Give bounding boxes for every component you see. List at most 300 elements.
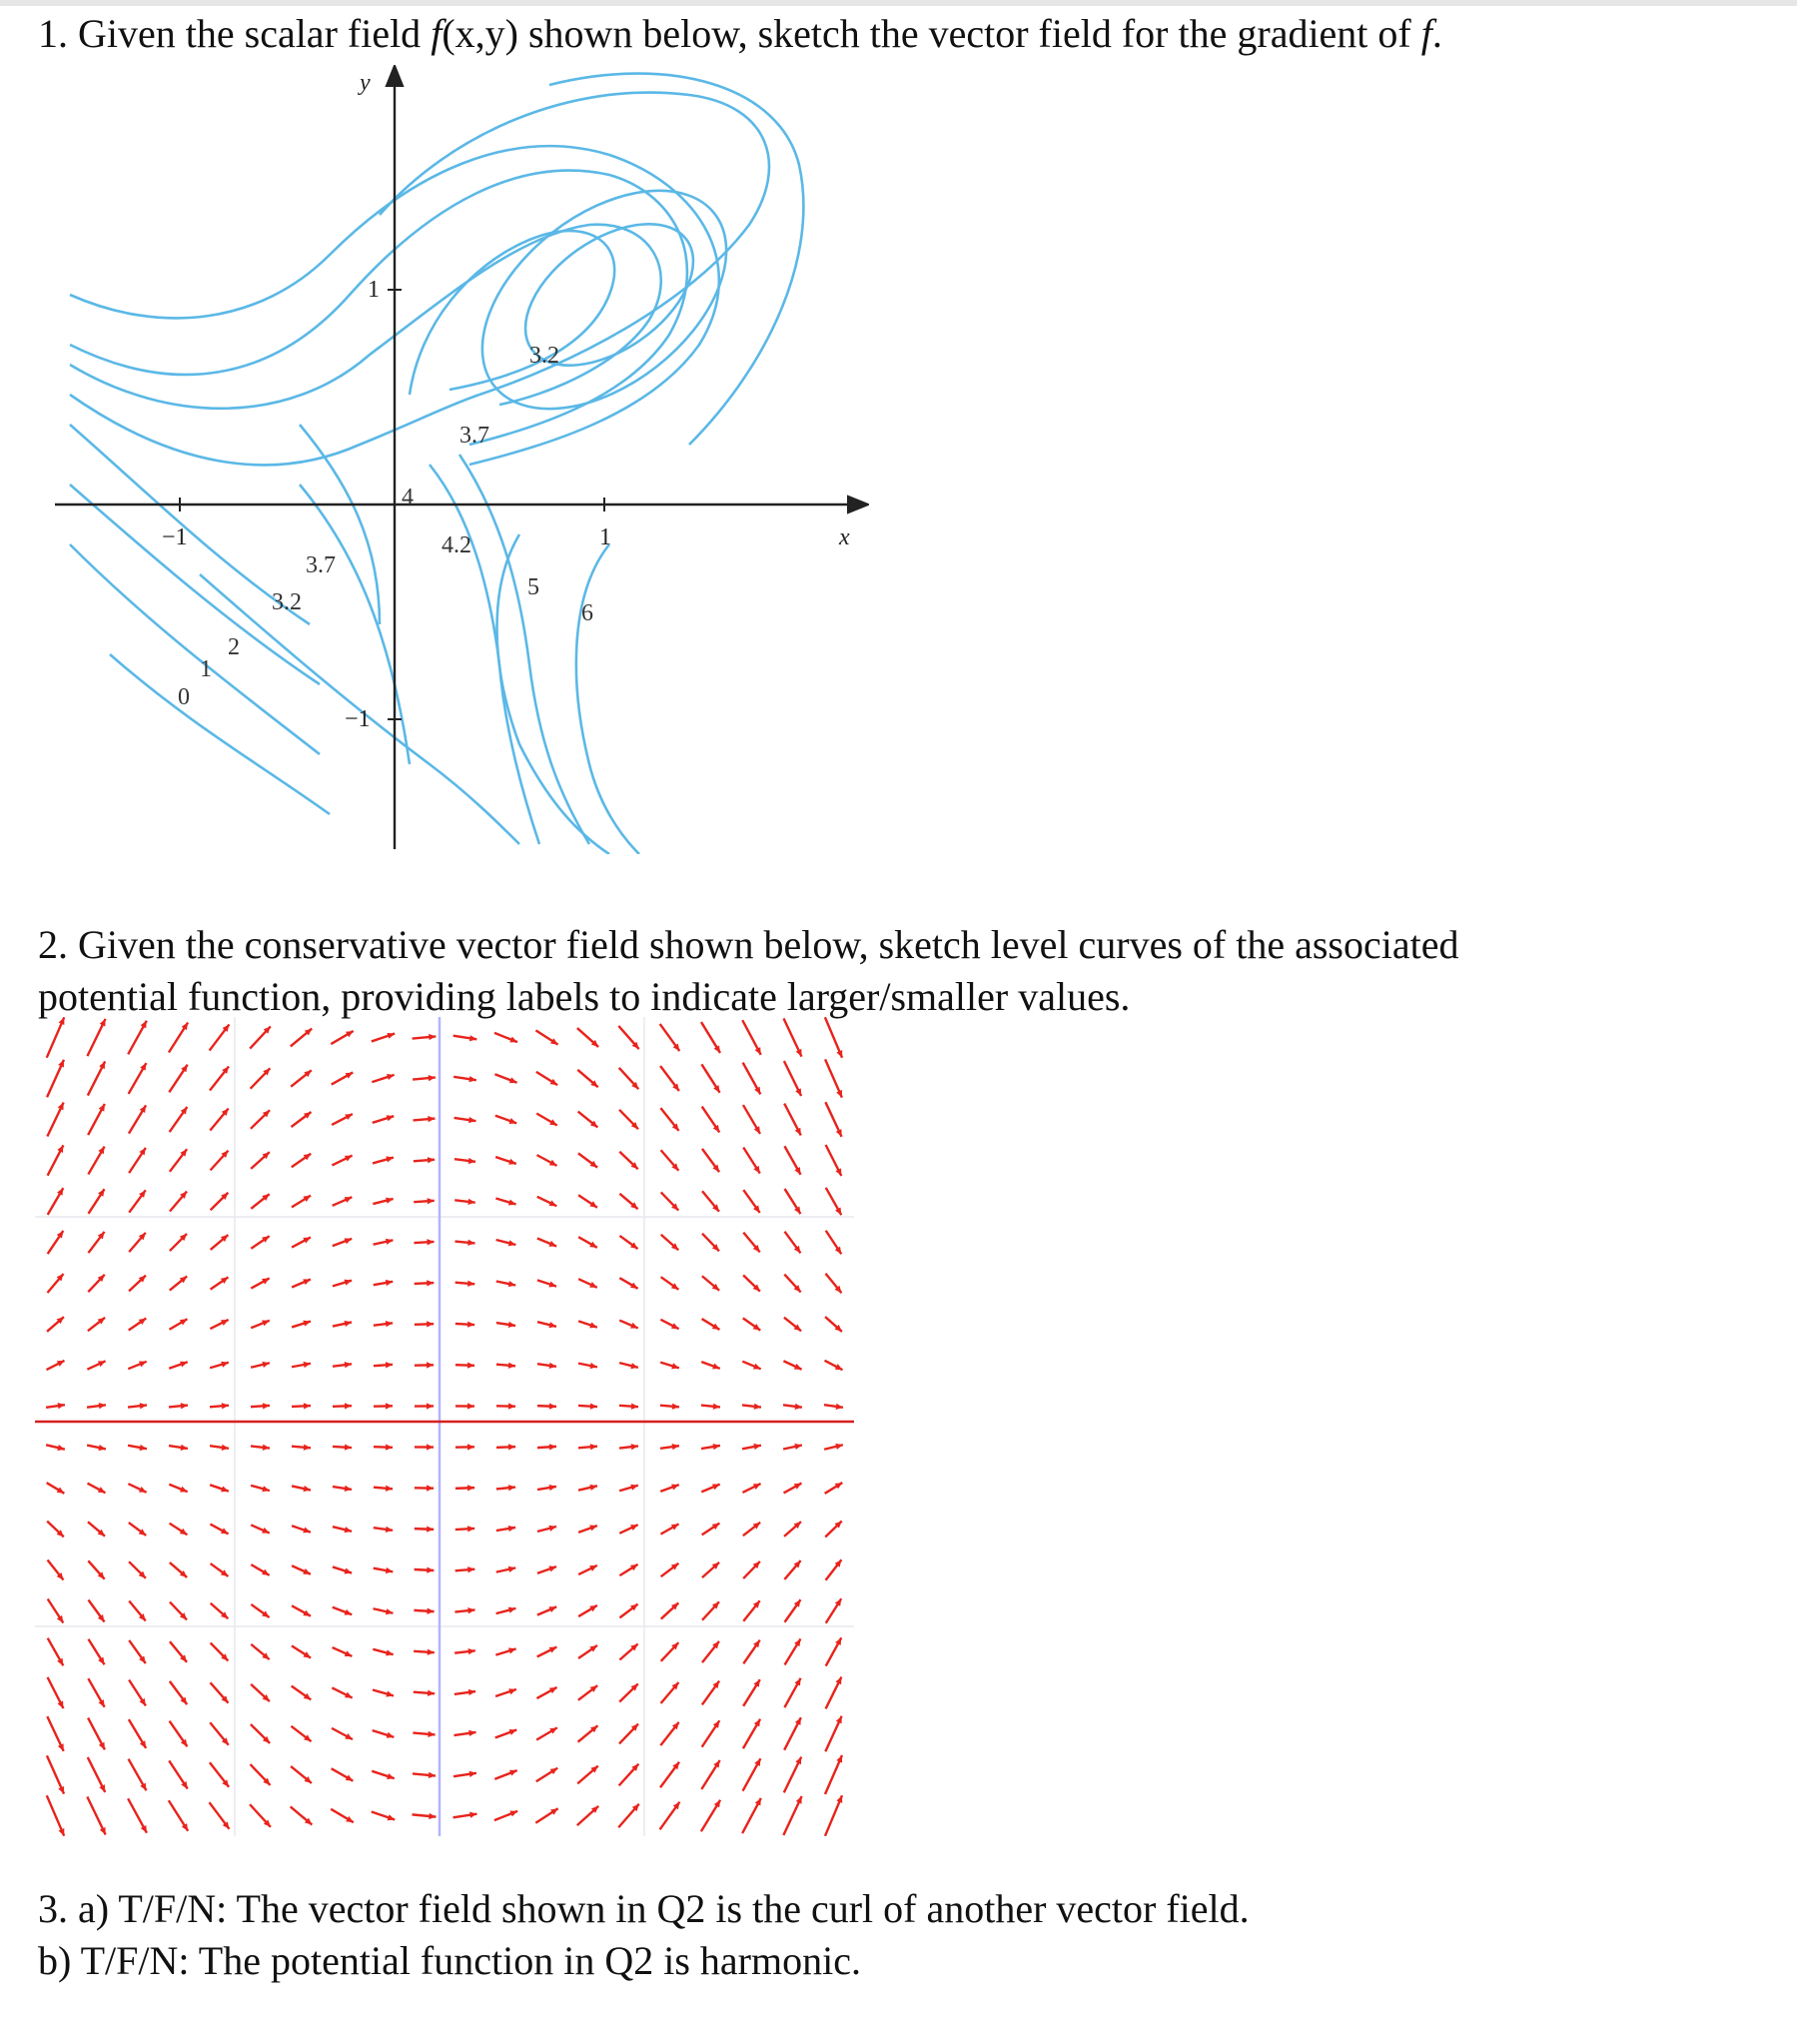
field-arrow [661, 1235, 679, 1250]
field-arrow [251, 1486, 270, 1492]
field-arrow [48, 1559, 64, 1579]
field-arrow [292, 1686, 312, 1700]
field-arrow [292, 1321, 311, 1328]
field-arrow [170, 1721, 188, 1747]
field-arrow [578, 1195, 597, 1208]
field-arrow [495, 1729, 517, 1737]
field-arrow [374, 1486, 393, 1492]
field-arrow [578, 1321, 597, 1328]
field-arrow [251, 1362, 270, 1368]
field-arrow [495, 1157, 516, 1165]
field-arrow [414, 1608, 434, 1614]
field-arrow [332, 1114, 353, 1125]
level-label: 3.7 [459, 423, 489, 449]
level-label: 4.2 [442, 532, 471, 558]
level-curve [459, 455, 589, 844]
field-arrow [333, 1280, 352, 1287]
field-arrow [47, 1522, 64, 1537]
field-arrow [578, 1645, 597, 1658]
field-arrow [374, 1239, 394, 1245]
field-arrow [332, 1728, 353, 1739]
field-arrow [826, 1598, 842, 1622]
field-arrow [48, 1145, 64, 1175]
field-arrow [87, 1445, 106, 1451]
field-arrow [453, 1035, 477, 1041]
field-arrow [496, 1607, 516, 1614]
field-arrow [292, 1154, 311, 1167]
field-arrow [292, 1279, 311, 1287]
field-arrow [292, 1112, 312, 1127]
field-arrow [292, 1486, 311, 1492]
field-arrow [88, 1599, 104, 1621]
field-arrow [743, 1600, 759, 1620]
field-arrow [251, 1564, 269, 1575]
field-arrow [88, 1718, 105, 1750]
field-arrow [825, 1017, 842, 1058]
field-arrow [414, 1116, 436, 1122]
field-arrow [784, 1061, 801, 1096]
field-arrow [619, 1444, 638, 1450]
field-arrow [660, 1485, 679, 1492]
field-arrow [291, 1029, 312, 1047]
field-arrow [578, 1153, 597, 1167]
field-arrow [292, 1196, 311, 1208]
field-arrow [619, 1194, 637, 1209]
field-arrow [374, 1444, 393, 1450]
field-arrow [413, 1813, 437, 1819]
field-arrow [743, 1719, 760, 1749]
field-arrow [46, 1361, 64, 1370]
field-arrow [825, 1059, 842, 1097]
field-arrow [660, 1404, 679, 1410]
field-arrow [454, 1648, 475, 1654]
field-arrow [537, 1565, 556, 1572]
field-arrow [578, 1526, 597, 1533]
field-arrow [251, 1110, 270, 1129]
field-arrow [455, 1566, 475, 1572]
y-tick-neg1: −1 [345, 706, 371, 732]
field-arrow [333, 1238, 352, 1246]
field-arrow [47, 1274, 63, 1293]
level-label: 3.7 [306, 552, 336, 578]
field-arrow [47, 1483, 65, 1494]
field-arrow [619, 1724, 638, 1744]
level-curve [549, 74, 803, 445]
field-arrow [415, 1321, 434, 1327]
field-arrow [660, 1024, 680, 1051]
field-arrow [701, 1362, 720, 1369]
field-arrow [660, 1524, 678, 1533]
field-arrow [251, 1684, 270, 1701]
field-arrow [88, 1757, 105, 1792]
q2-line1: 2. Given the conservative vector field shown below, sketch level curves of the associated [38, 922, 1459, 967]
field-arrow [292, 1445, 311, 1451]
field-arrow [331, 1031, 353, 1044]
field-arrow [251, 1644, 269, 1659]
field-arrow [743, 1233, 759, 1253]
field-arrow [251, 1403, 270, 1409]
field-arrow [210, 1320, 228, 1329]
field-arrow [454, 1117, 476, 1123]
field-arrow [825, 1483, 843, 1494]
field-arrow [210, 1024, 230, 1050]
field-arrow [784, 1484, 802, 1494]
field-arrow [373, 1730, 395, 1738]
field-arrow [577, 1766, 598, 1784]
field-arrow [373, 1649, 393, 1656]
field-arrow [826, 1188, 841, 1215]
field-arrow [455, 1526, 474, 1532]
level-curve [70, 485, 320, 684]
field-arrow [87, 1019, 105, 1056]
field-arrow [87, 1361, 105, 1369]
field-arrow [373, 1115, 395, 1123]
field-arrow [702, 1641, 719, 1662]
field-arrow [251, 1152, 270, 1169]
field-arrow [825, 1317, 842, 1332]
field-arrow [785, 1599, 801, 1622]
field-arrow [619, 1644, 637, 1660]
field-arrow [210, 1109, 228, 1131]
level-label: 0 [178, 684, 190, 710]
field-arrow [129, 1190, 146, 1212]
field-arrow [702, 1720, 720, 1746]
field-arrow [251, 1525, 270, 1533]
field-arrow [210, 1525, 228, 1534]
field-arrow [170, 1276, 187, 1290]
field-arrow [578, 1725, 598, 1741]
field-arrow [415, 1485, 434, 1491]
field-arrow [210, 1445, 229, 1451]
field-arrow [494, 1770, 516, 1779]
field-arrow [455, 1240, 475, 1246]
grid [35, 1017, 854, 1836]
field-arrow [210, 1485, 229, 1492]
field-arrow [211, 1642, 229, 1660]
field-arrow [333, 1403, 352, 1409]
field-arrow [537, 1280, 556, 1287]
field-arrow [372, 1811, 395, 1820]
field-arrow [169, 1760, 188, 1788]
field-arrow [660, 1722, 678, 1745]
field-arrow [743, 1758, 761, 1790]
field-arrow [169, 1403, 188, 1409]
field-arrow [415, 1526, 434, 1532]
field-arrow [129, 1319, 147, 1331]
field-arrow [170, 1107, 188, 1132]
field-arrow [414, 1157, 435, 1163]
field-arrow [578, 1565, 597, 1574]
field-arrow [619, 1363, 638, 1369]
field-arrow [211, 1563, 229, 1576]
field-arrow [785, 1232, 801, 1254]
field-arrow [535, 1030, 557, 1044]
q2-line2: potential function, providing labels to indicate larger/smaller values. [38, 974, 1131, 1019]
field-arrow [742, 1362, 760, 1370]
field-arrow [211, 1277, 229, 1289]
field-arrow [291, 1806, 313, 1824]
field-arrow [453, 1076, 476, 1082]
q1-period: . [1431, 11, 1442, 56]
level-label: 6 [581, 600, 593, 626]
field-arrow [743, 1561, 760, 1578]
field-arrow [742, 1798, 761, 1833]
field-arrow [742, 1404, 761, 1410]
field-arrow [784, 1757, 801, 1793]
field-arrow [619, 1764, 639, 1786]
level-curve [110, 654, 330, 814]
field-arrow [453, 1730, 475, 1736]
field-arrow [578, 1279, 597, 1288]
field-arrow [825, 1716, 841, 1751]
field-arrow [415, 1566, 435, 1572]
field-arrow [129, 1601, 146, 1621]
field-arrow [619, 1068, 639, 1089]
field-arrow [660, 1762, 679, 1787]
field-arrow [292, 1237, 311, 1247]
field-arrow [128, 1798, 147, 1832]
axes [35, 1017, 854, 1836]
field-arrow [826, 1231, 842, 1255]
field-arrow [660, 1066, 679, 1091]
arrows [46, 1017, 843, 1836]
field-arrow [210, 1066, 229, 1090]
field-arrow [170, 1641, 187, 1662]
field-arrow [578, 1485, 597, 1491]
q1-f: f [431, 11, 443, 56]
field-arrow [48, 1188, 64, 1215]
field-arrow [48, 1638, 64, 1666]
field-arrow [88, 1061, 105, 1095]
field-arrow [291, 1070, 312, 1086]
q1-f-end: f [1420, 11, 1432, 56]
level-curve [300, 425, 380, 624]
field-arrow [537, 1444, 556, 1450]
field-arrow [251, 1445, 270, 1451]
field-arrow [743, 1523, 760, 1535]
field-arrow [743, 1190, 759, 1213]
field-arrow [333, 1566, 352, 1573]
field-arrow [701, 1760, 719, 1789]
field-arrow [129, 1561, 146, 1578]
field-arrow [413, 1772, 436, 1778]
field-arrow [88, 1104, 105, 1135]
level-curve [430, 465, 539, 844]
field-arrow [537, 1363, 556, 1369]
field-arrow [333, 1321, 352, 1327]
field-arrow [701, 1064, 719, 1092]
field-arrow [619, 1404, 638, 1410]
field-arrow [372, 1771, 395, 1779]
field-arrow [619, 1604, 637, 1618]
field-arrow [128, 1361, 146, 1369]
field-arrow [660, 1320, 678, 1329]
field-arrow [826, 1637, 842, 1665]
field-arrow [455, 1444, 474, 1450]
field-arrow [660, 1444, 679, 1450]
x-tick-neg1: −1 [162, 524, 188, 550]
field-arrow [47, 1017, 65, 1057]
field-arrow [619, 1278, 637, 1289]
level-curve [576, 544, 639, 854]
field-arrow [496, 1240, 516, 1246]
field-arrow [537, 1197, 557, 1206]
field-arrow [209, 1802, 229, 1829]
field-arrow [785, 1639, 801, 1665]
field-arrow [660, 1802, 680, 1830]
field-arrow [784, 1560, 800, 1579]
field-arrow [48, 1599, 64, 1623]
field-arrow [374, 1362, 393, 1368]
field-arrow [169, 1800, 188, 1831]
field-arrow [373, 1689, 394, 1696]
field-arrow [46, 1445, 65, 1451]
field-arrow [702, 1276, 719, 1290]
field-arrow [87, 1796, 105, 1834]
field-arrow [128, 1403, 147, 1409]
x-tick-1: 1 [599, 524, 611, 550]
field-arrow [48, 1677, 64, 1708]
field-arrow [46, 1403, 65, 1409]
field-arrow [47, 1795, 65, 1835]
field-arrow [88, 1639, 104, 1664]
field-arrow [332, 1687, 352, 1697]
level-curve [70, 395, 479, 465]
field-arrow [577, 1028, 598, 1047]
field-arrow [578, 1363, 597, 1369]
field-arrow [537, 1526, 556, 1532]
field-arrow [619, 1110, 638, 1129]
field-arrow [374, 1403, 393, 1409]
field-arrow [578, 1605, 597, 1616]
field-arrow [536, 1687, 556, 1698]
q3-line-a: 3. a) T/F/N: The vector field shown in Q2 is the curl of another vector field. [38, 1886, 1250, 1931]
field-arrow [661, 1150, 679, 1170]
field-arrow [661, 1277, 679, 1290]
field-arrow [619, 1684, 638, 1702]
field-arrow [496, 1363, 515, 1369]
field-arrow [128, 1484, 146, 1493]
field-arrow [251, 1278, 269, 1288]
field-arrow [129, 1759, 147, 1791]
field-arrow [742, 1020, 760, 1055]
field-arrow [87, 1403, 106, 1409]
field-arrow [129, 1148, 146, 1173]
field-arrow [496, 1322, 515, 1328]
field-arrow [454, 1199, 474, 1205]
field-arrow [702, 1562, 719, 1577]
field-arrow [374, 1527, 393, 1533]
field-arrow [170, 1524, 188, 1534]
field-arrow [292, 1362, 311, 1368]
y-axis-label: y [360, 70, 371, 96]
field-arrow [88, 1560, 104, 1578]
field-arrow [292, 1403, 311, 1409]
field-arrow [784, 1522, 801, 1536]
field-arrow [129, 1105, 146, 1133]
field-arrow [374, 1321, 393, 1327]
field-arrow [619, 1485, 638, 1492]
field-arrow [826, 1145, 842, 1176]
contour-plot [50, 65, 869, 854]
field-arrow [129, 1680, 146, 1706]
field-arrow [251, 1236, 269, 1249]
field-arrow [536, 1768, 557, 1781]
q1-prefix: 1. Given the scalar field [38, 11, 432, 56]
field-arrow [825, 1102, 841, 1137]
field-arrow [169, 1485, 187, 1493]
field-arrow [88, 1232, 104, 1253]
field-arrow [494, 1074, 516, 1083]
level-label: 3.2 [272, 589, 302, 615]
field-arrow [618, 1026, 638, 1049]
field-arrow [129, 1063, 147, 1094]
field-arrow [496, 1526, 515, 1532]
field-arrow [455, 1281, 475, 1287]
field-arrow [331, 1809, 354, 1822]
field-arrow [292, 1526, 311, 1533]
field-arrow [414, 1690, 435, 1696]
field-arrow [170, 1319, 188, 1330]
field-arrow [578, 1685, 597, 1700]
field-arrow [702, 1601, 719, 1619]
field-arrow [292, 1645, 311, 1657]
field-arrow [169, 1362, 188, 1369]
field-arrow [783, 1444, 802, 1450]
field-arrow [47, 1060, 64, 1097]
field-arrow [743, 1640, 759, 1664]
field-arrow [743, 1679, 760, 1706]
field-arrow [210, 1403, 229, 1409]
field-arrow [415, 1403, 434, 1409]
field-arrow [88, 1678, 104, 1707]
field-arrow [826, 1677, 842, 1709]
q1-args: (x,y) [442, 11, 518, 56]
field-arrow [701, 1404, 720, 1410]
q3-line-b: b) T/F/N: The potential function in Q2 is harmonic. [38, 1938, 861, 1983]
field-arrow [536, 1072, 557, 1085]
field-arrow [291, 1766, 312, 1783]
field-arrow [495, 1647, 515, 1654]
vector-field-plot [35, 1017, 854, 1836]
field-arrow [494, 1033, 517, 1043]
field-arrow [88, 1147, 104, 1175]
field-arrow [374, 1608, 394, 1614]
field-arrow [88, 1522, 105, 1535]
field-arrow [660, 1108, 678, 1131]
field-arrow [783, 1796, 801, 1835]
field-arrow [455, 1322, 474, 1328]
field-arrow [661, 1563, 679, 1576]
field-arrow [455, 1403, 474, 1409]
field-arrow [333, 1445, 352, 1451]
field-arrow [702, 1681, 719, 1705]
field-arrow [702, 1234, 719, 1252]
field-arrow [251, 1604, 269, 1617]
page-top-border [0, 0, 1797, 6]
field-arrow [374, 1567, 394, 1573]
q1-middle: shown below, sketch the vector field for the gradient of [517, 11, 1421, 56]
field-arrow [333, 1486, 352, 1492]
field-arrow [536, 1113, 557, 1125]
field-arrow [701, 1444, 720, 1450]
field-arrow [129, 1719, 146, 1748]
field-arrow [332, 1768, 354, 1780]
field-arrow [372, 1033, 395, 1042]
field-arrow [47, 1716, 63, 1751]
field-arrow [211, 1603, 229, 1619]
field-arrow [578, 1237, 597, 1248]
